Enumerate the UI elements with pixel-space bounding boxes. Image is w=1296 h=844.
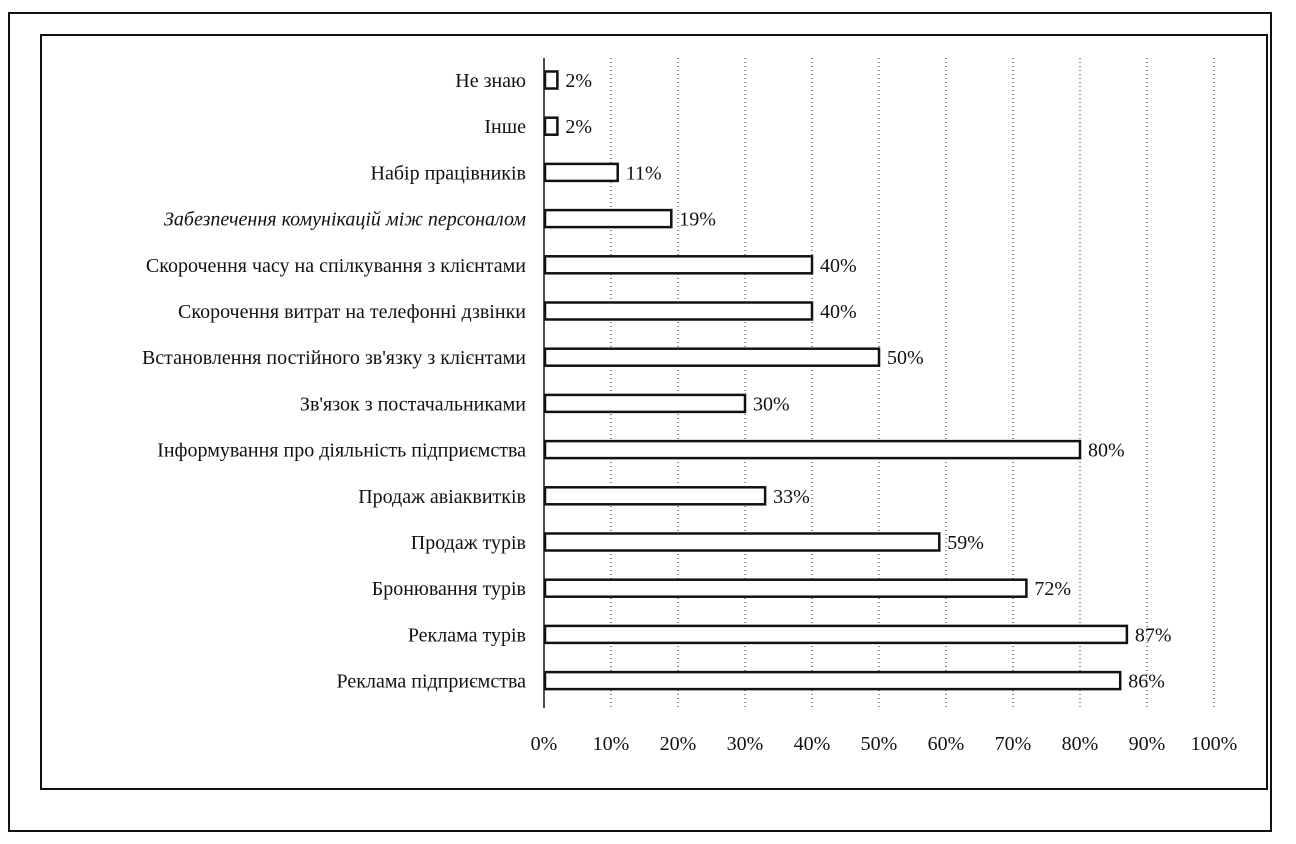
grid-lines bbox=[544, 58, 1214, 708]
bar-9 bbox=[545, 441, 1080, 458]
category-labels bbox=[142, 70, 526, 693]
value-label-14: 86% bbox=[1128, 670, 1165, 693]
value-label-2: 2% bbox=[565, 116, 593, 139]
category-label-8: Зв'язок з постачальниками bbox=[299, 393, 526, 416]
x-tick-label-60: 60% bbox=[927, 733, 965, 755]
bar-6 bbox=[545, 303, 812, 320]
x-tick-label-20: 20% bbox=[659, 733, 697, 755]
value-label-6: 40% bbox=[820, 301, 857, 323]
category-label-5: Скорочення часу на спілкування з клієнтами bbox=[145, 254, 526, 277]
value-label-5: 40% bbox=[820, 254, 857, 277]
category-label-1: Не знаю bbox=[455, 70, 526, 92]
category-label-4: Забезпечення комунікацій між персоналом bbox=[164, 208, 526, 231]
value-label-9: 80% bbox=[1088, 439, 1125, 462]
category-label-13: Реклама турів bbox=[407, 624, 526, 647]
x-axis-ticks bbox=[531, 733, 1238, 755]
bar-10 bbox=[545, 487, 765, 504]
bar-4 bbox=[545, 210, 671, 227]
bar-1 bbox=[545, 72, 557, 89]
x-tick-label-40: 40% bbox=[793, 733, 831, 755]
bar-5 bbox=[545, 256, 812, 273]
x-tick-label-100: 100% bbox=[1190, 733, 1238, 755]
value-label-12: 72% bbox=[1034, 578, 1072, 601]
category-label-12: Бронювання турів bbox=[371, 578, 526, 601]
category-label-11: Продаж турів bbox=[410, 532, 526, 554]
bar-11 bbox=[545, 534, 939, 551]
value-labels bbox=[565, 70, 1171, 693]
x-tick-label-0: 0% bbox=[530, 733, 558, 755]
bar-8 bbox=[545, 395, 745, 412]
value-label-7: 50% bbox=[887, 347, 924, 370]
x-tick-label-70: 70% bbox=[994, 733, 1032, 755]
category-label-7: Встановлення постійного зв'язку з клієнтами bbox=[141, 347, 526, 370]
x-tick-label-90: 90% bbox=[1128, 733, 1166, 755]
value-label-1: 2% bbox=[565, 70, 593, 92]
category-label-2: Інше bbox=[484, 116, 526, 139]
x-tick-label-50: 50% bbox=[860, 733, 898, 755]
category-label-6: Скорочення витрат на телефонні дзвінки bbox=[178, 301, 526, 323]
x-tick-label-30: 30% bbox=[726, 733, 764, 755]
value-label-8: 30% bbox=[753, 393, 790, 416]
value-label-10: 33% bbox=[773, 485, 810, 508]
bar-7 bbox=[545, 349, 879, 366]
value-label-13: 87% bbox=[1134, 624, 1172, 647]
bar-3 bbox=[545, 164, 618, 181]
value-label-3: 11% bbox=[625, 162, 662, 185]
category-label-9: Інформування про діяльність підприємства bbox=[157, 439, 526, 462]
bar-12 bbox=[545, 580, 1026, 597]
category-label-14: Реклама підприємства bbox=[336, 670, 526, 693]
value-label-11: 59% bbox=[947, 532, 984, 554]
bar-2 bbox=[545, 118, 557, 135]
bar-13 bbox=[545, 626, 1127, 643]
value-label-4: 19% bbox=[679, 208, 716, 231]
bar-14 bbox=[545, 672, 1120, 689]
x-tick-label-10: 10% bbox=[592, 733, 630, 755]
x-tick-label-80: 80% bbox=[1061, 733, 1099, 755]
category-label-3: Набір працівників bbox=[370, 162, 526, 185]
category-label-10: Продаж авіаквитків bbox=[358, 485, 526, 508]
